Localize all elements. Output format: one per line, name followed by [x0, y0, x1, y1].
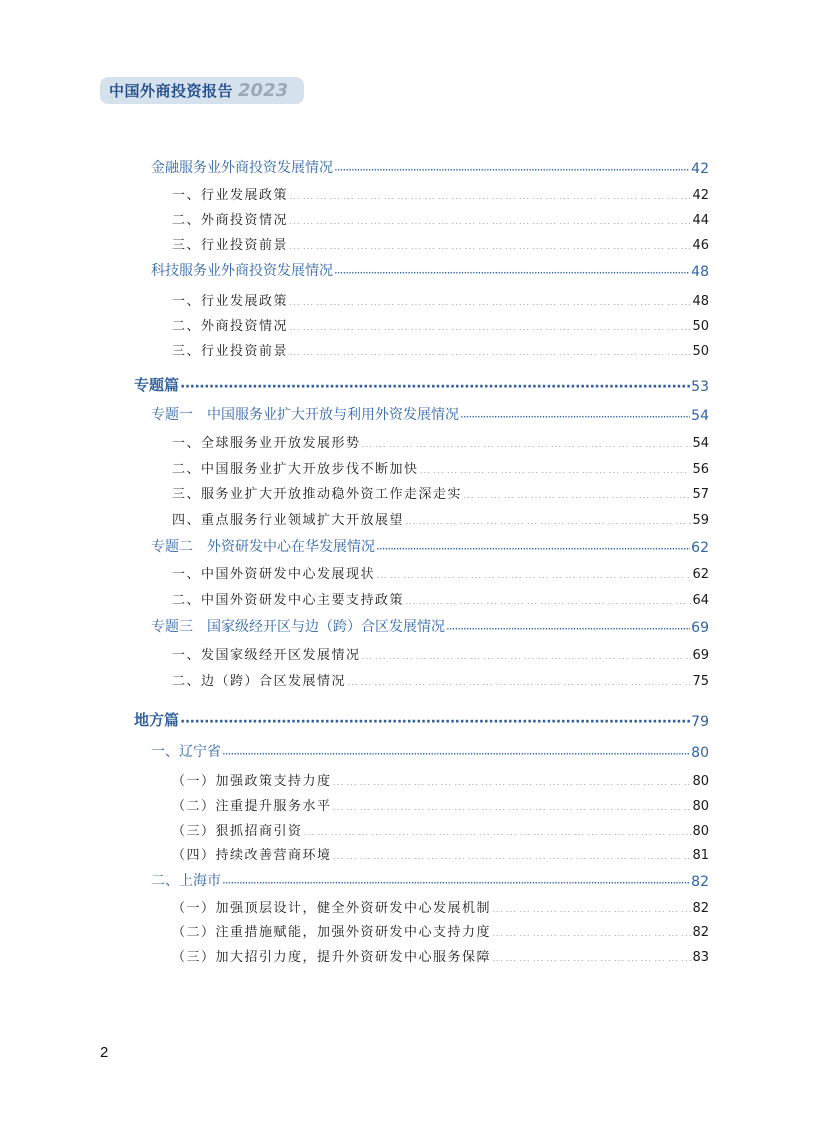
toc-entry-page: 42 [691, 161, 709, 177]
toc-entry-title: 二、外商投资情况 [172, 319, 289, 334]
toc-entry-page: 54 [692, 436, 709, 451]
toc-entry-title: 三、服务业扩大开放推动稳外资工作走深走实 [172, 487, 463, 502]
toc-entry-title: （三）狠抓招商引资 [172, 824, 303, 839]
dot-leader [333, 849, 692, 859]
toc-entry-sec[interactable] [172, 843, 709, 863]
toc-entry-title: （二）注重措施赋能，加强外资研发中心支持力度 [172, 925, 492, 940]
dot-leader [347, 675, 691, 685]
toc-entry-sec[interactable] [172, 896, 709, 916]
toc-entry-title: （二）注重提升服务水平 [172, 799, 332, 814]
dot-leader [376, 542, 690, 552]
toc-entry-page: 48 [691, 264, 709, 280]
toc-entry-page: 42 [692, 188, 709, 203]
toc-entry-page: 80 [692, 799, 709, 814]
toc-entry-title: （四）持续改善营商环境 [172, 848, 332, 863]
toc-entry-sec[interactable] [172, 669, 709, 689]
toc-entry-title: （一）加强顶层设计，健全外资研发中心发展机制 [172, 901, 492, 916]
toc-entry-page: 79 [691, 714, 709, 730]
dot-leader [304, 825, 692, 835]
dot-leader [492, 902, 691, 912]
toc-entry-sec[interactable] [172, 588, 709, 608]
toc-entry-page: 80 [691, 745, 709, 761]
dot-leader [362, 437, 692, 447]
toc-entry-title: 二、边（跨）合区发展情况 [172, 674, 347, 689]
toc-entry-page: 56 [692, 462, 709, 477]
dot-leader [492, 951, 691, 961]
dot-leader [405, 594, 691, 604]
toc-entry-chap[interactable] [151, 260, 709, 280]
dot-leader [334, 266, 690, 276]
toc-entry-title: 三、行业投资前景 [172, 238, 289, 253]
toc-entry-sec[interactable] [172, 920, 709, 940]
page-number: 2 [100, 1044, 109, 1061]
toc-entry-page: 59 [692, 513, 709, 528]
toc-entry-sec[interactable] [172, 945, 709, 965]
toc-entry-chap[interactable] [151, 616, 709, 636]
dot-leader [222, 747, 690, 757]
dot-leader [463, 488, 691, 498]
dot-leader [289, 320, 691, 330]
toc-entry-page: 81 [692, 848, 709, 863]
toc-entry-part[interactable] [134, 375, 709, 395]
toc-entry-page: 62 [692, 567, 709, 582]
toc-entry-sec[interactable] [172, 819, 709, 839]
toc-entry-title: 四、重点服务行业领域扩大开放展望 [172, 513, 405, 528]
dot-leader [333, 800, 692, 810]
dot-leader [289, 214, 691, 224]
report-year: 2023 [238, 80, 289, 101]
toc-entry-page: 50 [692, 344, 709, 359]
toc-entry-page: 82 [691, 874, 709, 890]
toc-entry-title: 一、辽宁省 [151, 744, 221, 760]
toc-entry-title: 二、上海市 [151, 873, 221, 889]
toc-entry-part[interactable] [134, 710, 709, 730]
toc-entry-page: 53 [691, 379, 709, 395]
toc-entry-page: 54 [691, 408, 709, 424]
toc-entry-sec[interactable] [172, 233, 709, 253]
toc-entry-title: 专题一 中国服务业扩大开放与利用外资发展情况 [151, 407, 459, 423]
dot-leader [334, 163, 690, 173]
toc-entry-page: 62 [691, 540, 709, 556]
toc-entry-title: 金融服务业外商投资发展情况 [151, 160, 333, 176]
toc-entry-chap[interactable] [151, 870, 709, 890]
toc-entry-title: 二、外商投资情况 [172, 213, 289, 228]
toc-entry-title: 一、行业发展政策 [172, 294, 289, 309]
toc-entry-page: 82 [692, 901, 709, 916]
toc-entry-title: 地方篇 [134, 711, 180, 729]
toc-entry-page: 64 [692, 593, 709, 608]
toc-entry-title: （三）加大招引力度，提升外资研发中心服务保障 [172, 950, 492, 965]
toc-entry-sec[interactable] [172, 769, 709, 789]
toc-entry-sec[interactable] [172, 482, 709, 502]
toc-entry-title: （一）加强政策支持力度 [172, 774, 332, 789]
toc-entry-page: 44 [692, 213, 709, 228]
toc-entry-page: 69 [692, 648, 709, 663]
report-header-tag [100, 77, 304, 104]
toc-entry-page: 80 [692, 824, 709, 839]
toc-entry-sec[interactable] [172, 508, 709, 528]
toc-entry-page: 46 [692, 238, 709, 253]
toc-entry-sec[interactable] [172, 643, 709, 663]
toc-entry-sec[interactable] [172, 431, 709, 451]
toc-entry-chap[interactable] [151, 404, 709, 424]
toc-entry-title: 专题篇 [134, 376, 180, 394]
toc-entry-title: 专题二 外资研发中心在华发展情况 [151, 539, 375, 555]
toc-entry-title: 科技服务业外商投资发展情况 [151, 263, 333, 279]
dot-leader [362, 649, 692, 659]
toc-entry-chap[interactable] [151, 741, 709, 761]
toc-entry-title: 一、行业发展政策 [172, 188, 289, 203]
toc-entry-title: 三、行业投资前景 [172, 344, 289, 359]
toc-entry-sec[interactable] [172, 339, 709, 359]
toc-entry-sec[interactable] [172, 183, 709, 203]
toc-entry-page: 48 [692, 294, 709, 309]
toc-entry-sec[interactable] [172, 314, 709, 334]
toc-entry-sec[interactable] [172, 457, 709, 477]
toc-entry-page: 57 [692, 487, 709, 502]
dot-leader [289, 345, 691, 355]
toc-entry-title: 一、全球服务业开放发展形势 [172, 436, 361, 451]
dot-leader [289, 295, 691, 305]
dot-leader [289, 239, 691, 249]
dot-leader [180, 381, 690, 391]
dot-leader [180, 716, 690, 726]
toc-entry-title: 一、中国外资研发中心发展现状 [172, 567, 376, 582]
toc-entry-page: 83 [692, 950, 709, 965]
toc-entry-title: 二、中国外资研发中心主要支持政策 [172, 593, 405, 608]
toc-entry-sec[interactable] [172, 289, 709, 309]
toc-entry-page: 82 [692, 925, 709, 940]
toc-entry-sec[interactable] [172, 208, 709, 228]
toc-entry-chap[interactable] [151, 157, 709, 177]
toc-entry-page: 69 [691, 620, 709, 636]
dot-leader [222, 876, 690, 886]
toc-entry-page: 80 [692, 774, 709, 789]
dot-leader [420, 463, 692, 473]
toc-entry-sec[interactable] [172, 794, 709, 814]
dot-leader [446, 622, 690, 632]
dot-leader [333, 775, 692, 785]
dot-leader [460, 410, 690, 420]
dot-leader [492, 926, 691, 936]
toc-entry-title: 二、中国服务业扩大开放步伐不断加快 [172, 462, 419, 477]
toc-entry-sec[interactable] [172, 562, 709, 582]
toc-entry-title: 专题三 国家级经开区与边（跨）合区发展情况 [151, 619, 445, 635]
report-title: 中国外商投资报告 [109, 82, 234, 100]
toc-entry-page: 75 [692, 674, 709, 689]
toc-entry-chap[interactable] [151, 536, 709, 556]
toc-entry-page: 50 [692, 319, 709, 334]
dot-leader [289, 189, 691, 199]
dot-leader [405, 514, 691, 524]
dot-leader [376, 568, 691, 578]
toc-entry-title: 一、发国家级经开区发展情况 [172, 648, 361, 663]
